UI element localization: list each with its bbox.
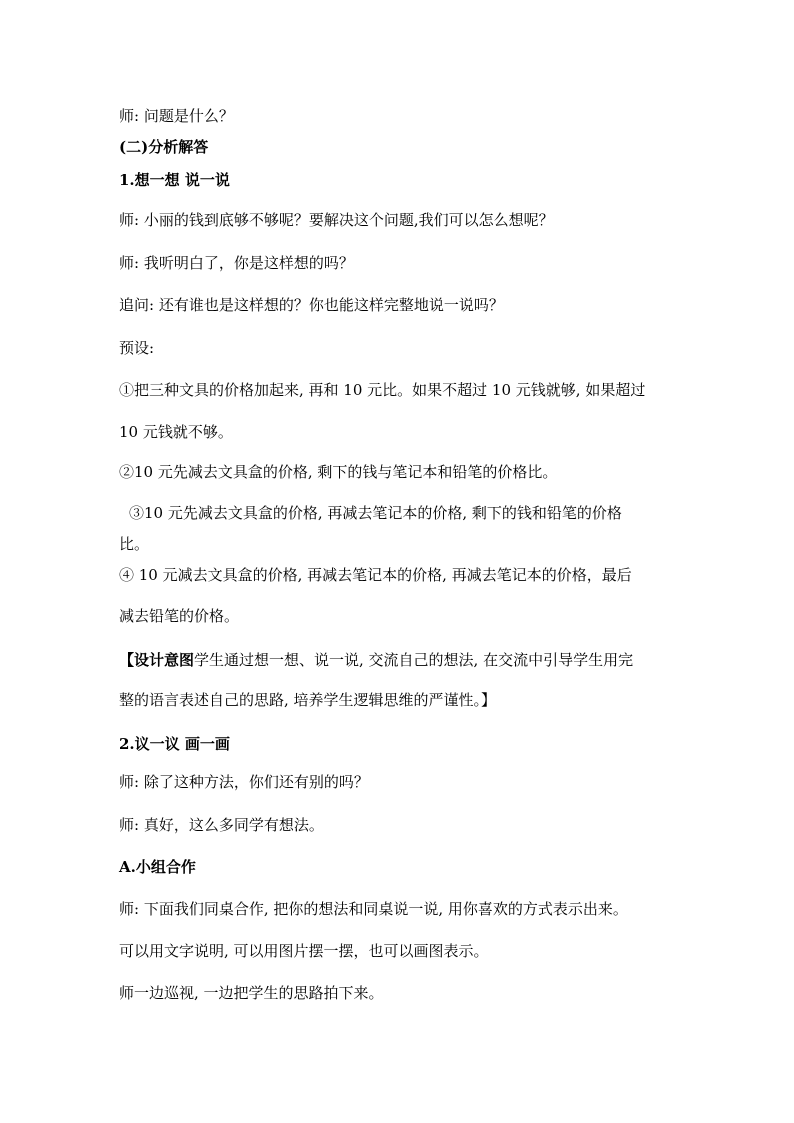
list-item-4: ④ 10 元减去文具盒的价格, 再减去笔记本的价格, 再减去笔记本的价格，最后	[119, 566, 632, 584]
design-intent-label: 【设计意图	[119, 651, 195, 669]
teacher-question-line: 师: 问题是什么？	[119, 107, 234, 125]
list-item-1: ①把三种文具的价格加起来, 再和 10 元比。如果不超过 10 元钱就够, 如果超过	[119, 381, 646, 399]
list-item-3-cont: 比。	[119, 535, 150, 553]
paragraph-line: 可以用文字说明, 可以用图片摆一摆，也可以画图表示。	[119, 942, 489, 960]
list-item-1-cont: 10 元钱就不够。	[119, 423, 233, 441]
paragraph-line: 追问: 还有谁也是这样想的？你也能这样完整地说一说吗？	[119, 296, 504, 314]
paragraph-line: 师: 除了这种方法，你们还有别的吗？	[119, 773, 369, 791]
paragraph-line: 师: 下面我们同桌合作, 把你的想法和同桌说一说, 用你喜欢的方式表示出来。	[119, 900, 628, 918]
list-item-3: ③10 元先减去文具盒的价格, 再减去笔记本的价格, 剩下的钱和铅笔的价格	[129, 504, 622, 522]
paragraph-line: 师: 真好，这么多同学有想法。	[119, 816, 324, 834]
paragraph-line: 预设:	[119, 339, 155, 357]
paragraph-line: 师: 小丽的钱到底够不够呢？要解决这个问题,我们可以怎么想呢？	[119, 211, 554, 229]
design-intent-cont: 整的语言表述自己的思路, 培养学生逻辑思维的严谨性。】	[119, 691, 497, 709]
list-item-4-cont: 减去铅笔的价格。	[119, 607, 240, 625]
subheading-group-work: A.小组合作	[119, 858, 196, 876]
paragraph-line: 师一边巡视, 一边把学生的思路拍下来。	[119, 984, 384, 1002]
design-intent-text: 学生通过想一想、说一说, 交流自己的想法, 在交流中引导学生用完	[194, 651, 634, 669]
section-heading: (二)分析解答	[119, 138, 209, 156]
subheading-think-say: 1.想一想 说一说	[119, 171, 230, 189]
design-intent-line	[119, 650, 633, 670]
subheading-discuss-draw: 2.议一议 画一画	[119, 735, 230, 753]
paragraph-line: 师: 我听明白了，你是这样想的吗？	[119, 254, 354, 272]
list-item-2: ②10 元先减去文具盒的价格, 剩下的钱与笔记本和铅笔的价格比。	[119, 463, 558, 481]
